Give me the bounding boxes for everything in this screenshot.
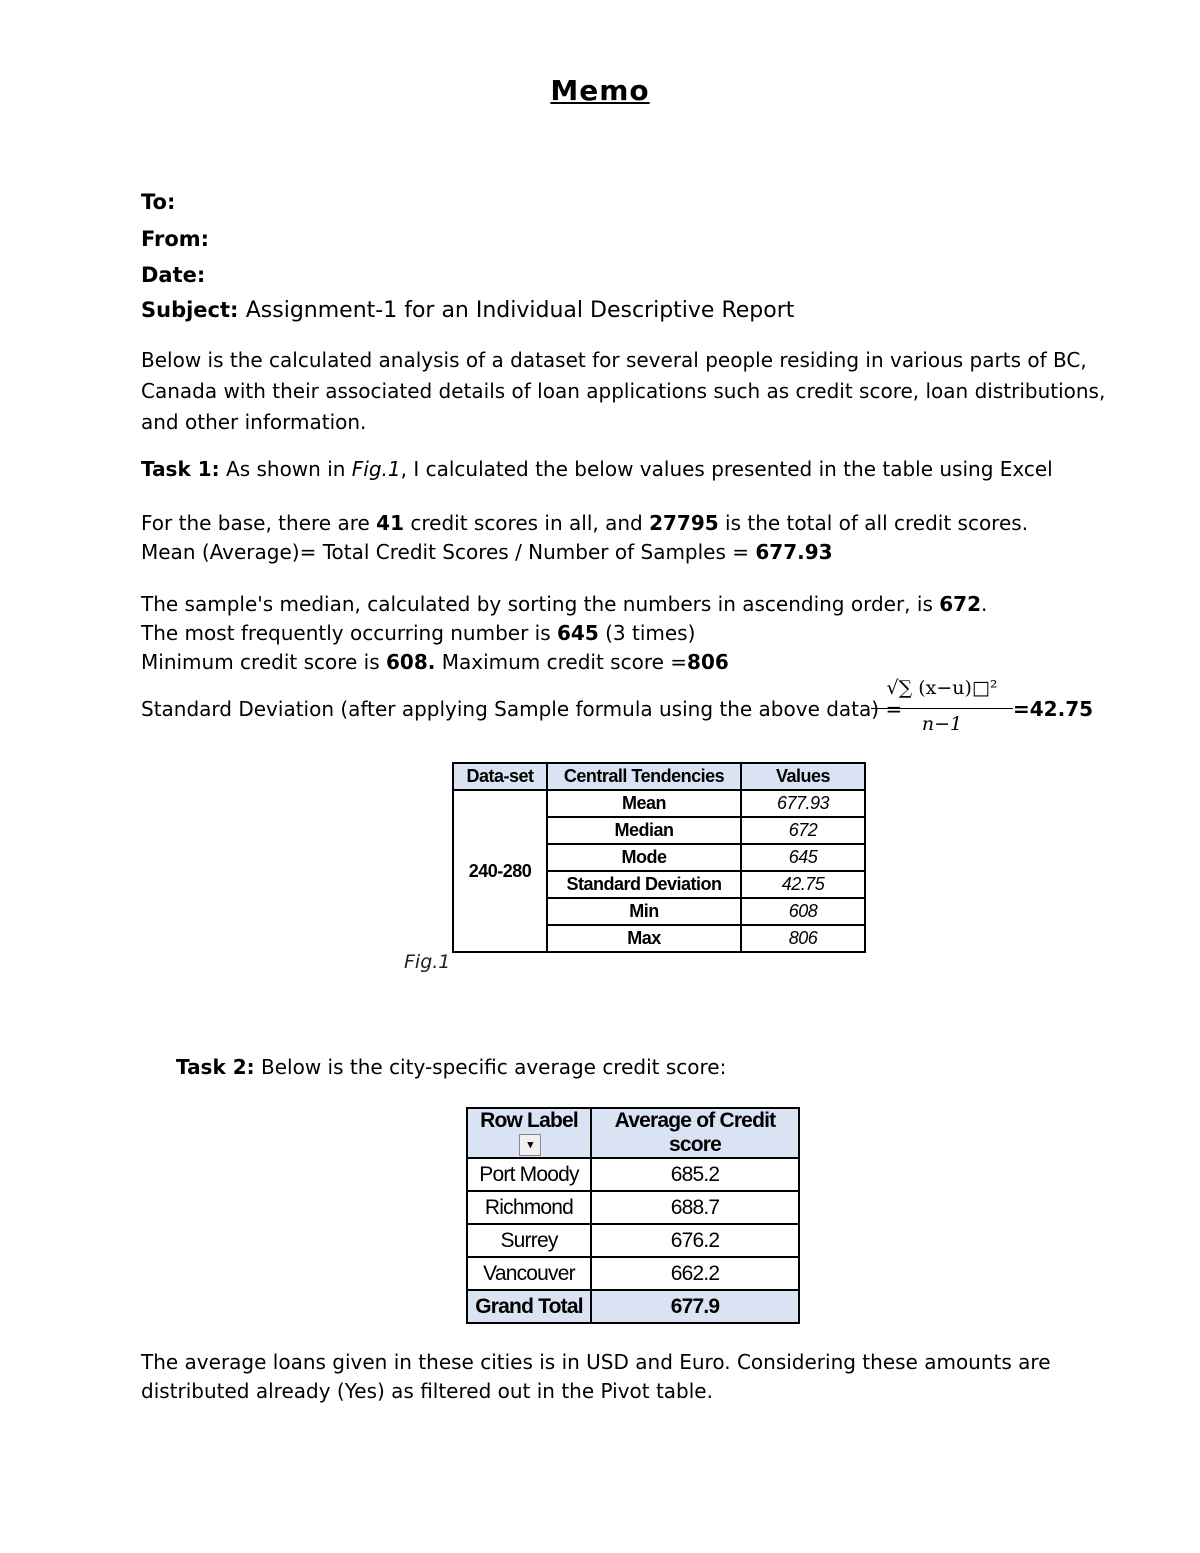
min-value: 608. (386, 650, 436, 674)
max-value: 806 (687, 650, 729, 674)
sd-text: Standard Deviation (after applying Sample formula using the above data) = (141, 697, 903, 721)
max-text: Maximum credit score = (435, 650, 688, 674)
count-value: 41 (376, 511, 404, 535)
sd-numerator: √∑ (x−u)□² (886, 677, 998, 699)
tendency-label: Min (547, 898, 741, 925)
sd-denominator: n−1 (921, 713, 963, 735)
task2-line (176, 1055, 726, 1079)
avg-cell: 662.2 (591, 1257, 799, 1290)
city-cell: Richmond (467, 1191, 591, 1224)
figure-caption: Fig.1 (404, 951, 451, 973)
table-row (467, 1191, 799, 1224)
base-text-b: credit scores in all, and (404, 511, 650, 535)
tendency-label: Mode (547, 844, 741, 871)
table1-header-row (453, 763, 865, 790)
subject-label: Subject: (141, 298, 239, 322)
pivot-header-row (467, 1108, 799, 1158)
task1-label: Task 1: (141, 457, 220, 481)
from-label: From: (141, 227, 210, 251)
header-dataset: Data-set (453, 763, 547, 790)
median-text: The sample's median, calculated by sorting the numbers in ascending order, is (141, 592, 940, 616)
intro-paragraph: Below is the calculated analysis of a dataset for several people residing in various parts of BC, Canada with their associated details of loan applications such as credit score, loan distributions, and other information. (141, 348, 1106, 434)
tendency-label: Median (547, 817, 741, 844)
pivot-table (466, 1107, 800, 1324)
subject-value: Assignment-1 for an Individual Descriptive Report (245, 298, 795, 323)
city-cell: Port Moody (467, 1158, 591, 1191)
base-text-a: For the base, there are (141, 511, 377, 535)
sd-result: =42.75 (1013, 697, 1094, 721)
task1-text-b: , I calculated the below values presented in the table using Excel (400, 457, 1053, 481)
city-cell: Surrey (467, 1224, 591, 1257)
table-row (467, 1257, 799, 1290)
tendency-label: Max (547, 925, 741, 952)
dataset-cell: 240-280 (453, 790, 547, 952)
task1-fig-ref: Fig.1 (351, 457, 401, 481)
row-label-text: Row Label (480, 1109, 578, 1132)
table-row (467, 1158, 799, 1191)
mean-text: Mean (Average)= Total Credit Scores / Number of Samples = (141, 540, 756, 564)
median-end: . (980, 592, 988, 616)
tendency-label: Mean (547, 790, 741, 817)
base-line (141, 511, 1028, 535)
grand-total-value: 677.9 (591, 1290, 799, 1323)
avg-cell: 688.7 (591, 1191, 799, 1224)
mode-line (141, 621, 695, 645)
date-label: Date: (141, 263, 206, 287)
grand-total-label: Grand Total (467, 1290, 591, 1323)
mode-count: (3 times) (598, 621, 696, 645)
base-text-c: is the total of all credit scores. (718, 511, 1029, 535)
task1-text-a: As shown in (226, 457, 352, 481)
task2-text: Below is the city-specific average credit score: (261, 1055, 727, 1079)
tendency-value: 806 (741, 925, 865, 952)
min-text: Minimum credit score is (141, 650, 387, 674)
task1-line (141, 457, 1053, 481)
table-row (467, 1224, 799, 1257)
mode-value: 645 (557, 621, 599, 645)
subject-line (141, 298, 794, 323)
header-average: Average of Credit score (591, 1108, 799, 1158)
median-line (141, 592, 987, 616)
mean-value: 677.93 (755, 540, 833, 564)
minmax-line (141, 650, 729, 674)
tendency-value: 672 (741, 817, 865, 844)
avg-cell: 685.2 (591, 1158, 799, 1191)
tendency-value: 42.75 (741, 871, 865, 898)
header-row-label[interactable] (467, 1108, 591, 1158)
mean-line (141, 540, 833, 564)
avg-cell: 676.2 (591, 1224, 799, 1257)
central-tendency-table (452, 762, 866, 953)
task2-label: Task 2: (176, 1055, 255, 1079)
tendency-value: 677.93 (741, 790, 865, 817)
filter-dropdown-icon[interactable]: ▾ (519, 1134, 541, 1156)
tendency-value: 645 (741, 844, 865, 871)
to-label: To: (141, 190, 176, 214)
table-row (453, 790, 865, 817)
header-tendencies: Centrall Tendencies (547, 763, 741, 790)
header-values: Values (741, 763, 865, 790)
closing-paragraph: The average loans given in these cities is in USD and Euro. Considering these amounts are distributed already (Yes) as filtered out in the Pivot table. (141, 1350, 1051, 1403)
total-value: 27795 (649, 511, 719, 535)
fraction-bar (871, 708, 1013, 709)
city-cell: Vancouver (467, 1257, 591, 1290)
mode-text: The most frequently occurring number is (141, 621, 557, 645)
tendency-value: 608 (741, 898, 865, 925)
memo-title: Memo (550, 74, 650, 107)
tendency-label: Standard Deviation (547, 871, 741, 898)
median-value: 672 (939, 592, 981, 616)
grand-total-row (467, 1290, 799, 1323)
